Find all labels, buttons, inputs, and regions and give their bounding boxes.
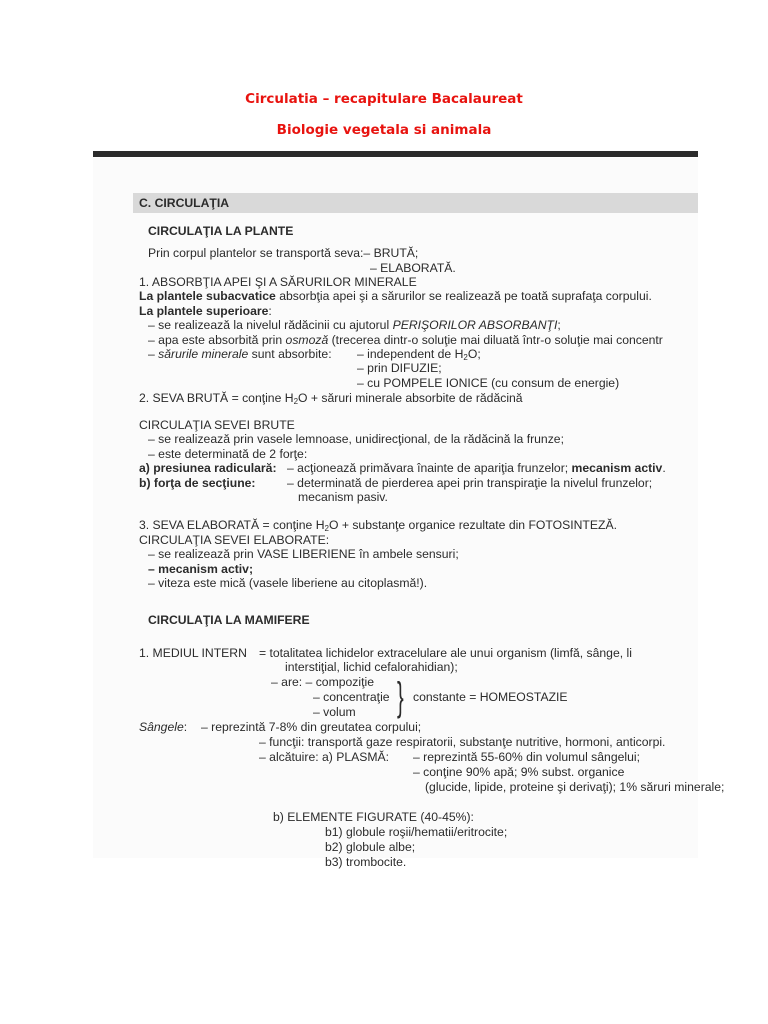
superior-line-3 bbox=[148, 347, 332, 361]
elaborated-sap-sub: 2 bbox=[324, 524, 329, 533]
raw-sap-pre: 2. SEVA BRUTĂ = conţine H bbox=[139, 391, 294, 405]
formed-elements-b3: b3) trombocite. bbox=[325, 855, 407, 869]
concentration: – concentraţie bbox=[313, 690, 390, 704]
raw-sap-line bbox=[139, 391, 523, 405]
superior-line-1-italic: PERIŞORILOR ABSORBANŢI bbox=[392, 318, 558, 332]
blood-line-2: – funcţii: transportă gaze respiratorii, substanţe nutritive, hormoni, anticorpi. bbox=[259, 735, 666, 749]
superior-line-1-post: ; bbox=[557, 318, 561, 332]
raw-sap-post: O + săruri minerale absorbite de rădăcină bbox=[298, 391, 523, 405]
section-force-text-2: mecanism pasiv. bbox=[298, 490, 388, 504]
internal-medium-def-2: interstiţial, lichid cefalorahidian); bbox=[285, 660, 458, 674]
blood-label: Sângele bbox=[139, 720, 184, 734]
superior-colon: : bbox=[268, 304, 272, 318]
raw-sap-sub: 2 bbox=[293, 397, 299, 406]
superior-line-2-italic: osmoză bbox=[285, 333, 329, 347]
subaquatic-text: absorbţia apei şi a sărurilor se realizează pe toată suprafaţa corpului. bbox=[275, 289, 652, 303]
elaborated-sap-line bbox=[139, 518, 617, 532]
blood-line-1: – reprezintă 7-8% din greutatea corpului; bbox=[201, 720, 422, 734]
superior-line-2 bbox=[148, 333, 663, 347]
section-force-label: b) forţa de secţiune: bbox=[139, 476, 256, 490]
superior-heading-line bbox=[139, 304, 272, 318]
plasma-line-1: – reprezintă 55-60% din volumul sângelui; bbox=[413, 750, 640, 764]
root-pressure-text-1: – acţionează primăvara înainte de apariţia frunzelor; bbox=[287, 461, 572, 475]
plasma-line-3: (glucide, lipide, proteine şi derivaţi); 1% săruri minerale; bbox=[425, 780, 725, 794]
raw-sap-line-2: – este determinată de 2 forţe: bbox=[148, 447, 308, 461]
superior-line-1-pre: – se realizează la nivelul rădăcinii cu ajutorul bbox=[148, 318, 393, 332]
plants-heading: CIRCULAŢIA LA PLANTE bbox=[148, 224, 294, 238]
superior-line-3-italic: sărurile minerale bbox=[158, 347, 249, 361]
raw-sap-line-1: – se realizează prin vasele lemnoase, unidirecţional, de la rădăcină la frunze; bbox=[148, 432, 564, 446]
root-pressure-text bbox=[287, 461, 666, 475]
elaborated-sap-line-3: – viteza este mică (vasele liberiene au citoplasmă!). bbox=[148, 576, 428, 590]
independent-sub: 2 bbox=[463, 353, 468, 362]
superior-line-1 bbox=[148, 318, 561, 332]
formed-elements-b1: b1) globule roşii/hematii/eritrocite; bbox=[325, 825, 508, 839]
superior-line-2-post: (trecerea dintr-o soluţie mai diluată într-o soluţie mai concentr bbox=[328, 333, 663, 347]
blood-line-3: – alcătuire: a) PLASMĂ: bbox=[259, 750, 390, 764]
ion-pumps-line: – cu POMPELE IONICE (cu consum de energie) bbox=[357, 376, 620, 390]
subaquatic-line bbox=[139, 289, 652, 303]
homeostasis: constante = HOMEOSTAZIE bbox=[413, 690, 568, 704]
superior-heading: La plantele superioare bbox=[139, 304, 269, 318]
elaborated-sap-post: O + substanţe organice rezultate din FOTOSINTEZĂ. bbox=[328, 518, 617, 532]
header-divider bbox=[93, 151, 698, 157]
plasma-line-2: – conţine 90% apă; 9% subst. organice bbox=[413, 765, 625, 779]
blood-colon: : bbox=[183, 720, 188, 734]
formed-elements: b) ELEMENTE FIGURATE (40-45%): bbox=[273, 810, 474, 824]
document-subtitle: Biologie vegetala si animala bbox=[276, 122, 492, 138]
elaborated-sap-pre: 3. SEVA ELABORATĂ = conţine H bbox=[139, 518, 325, 532]
superior-line-3-post: sunt absorbite: bbox=[248, 347, 332, 361]
independent-line bbox=[357, 347, 481, 361]
volume: – volum bbox=[313, 705, 356, 719]
superior-line-3-pre: – bbox=[148, 347, 159, 361]
superior-line-2-pre: – apa este absorbită prin bbox=[148, 333, 286, 347]
absorption-heading: 1. ABSORBŢIA APEI ŞI A SĂRURILOR MINERALE bbox=[139, 275, 417, 289]
document-title: Circulatia – recapitulare Bacalaureat bbox=[245, 91, 523, 107]
root-pressure-mechanism: mecanism activ bbox=[571, 461, 663, 475]
root-pressure-text-3: . bbox=[662, 461, 666, 475]
root-pressure-label: a) presiunea radiculară: bbox=[139, 461, 277, 475]
elaborated-sap-line-2: – mecanism activ; bbox=[148, 562, 254, 576]
has-composition: – are: – compoziţie bbox=[271, 675, 374, 689]
independent-pre: – independent de H bbox=[357, 347, 464, 361]
formed-elements-b2: b2) globule albe; bbox=[325, 840, 416, 854]
raw-sap-heading: CIRCULAŢIA SEVEI BRUTE bbox=[139, 418, 295, 432]
subaquatic-label: La plantele subacvatice bbox=[139, 289, 276, 303]
seva-intro: Prin corpul plantelor se transportă seva:– BRUTĂ; bbox=[148, 246, 419, 260]
seva-elaborata: – ELABORATĂ. bbox=[370, 261, 456, 275]
internal-medium-def-1: = totalitatea lichidelor extracelulare ale unui organism (limfă, sânge, li bbox=[259, 646, 632, 660]
internal-medium-label: 1. MEDIUL INTERN bbox=[139, 646, 247, 660]
elaborated-sap-line-1: – se realizează prin VASE LIBERIENE în ambele sensuri; bbox=[148, 547, 459, 561]
blood-label-line bbox=[139, 720, 187, 734]
mammals-heading: CIRCULAŢIA LA MAMIFERE bbox=[148, 613, 310, 627]
section-force-text-1: – determinată de pierderea apei prin transpiraţie la nivelul frunzelor; bbox=[287, 476, 653, 490]
diffusion-line: – prin DIFUZIE; bbox=[357, 361, 442, 375]
independent-post: O; bbox=[467, 347, 481, 361]
section-title: C. CIRCULAŢIA bbox=[139, 196, 230, 210]
elaborated-sap-heading: CIRCULAŢIA SEVEI ELABORATE: bbox=[139, 533, 330, 547]
brace: } bbox=[397, 675, 404, 719]
